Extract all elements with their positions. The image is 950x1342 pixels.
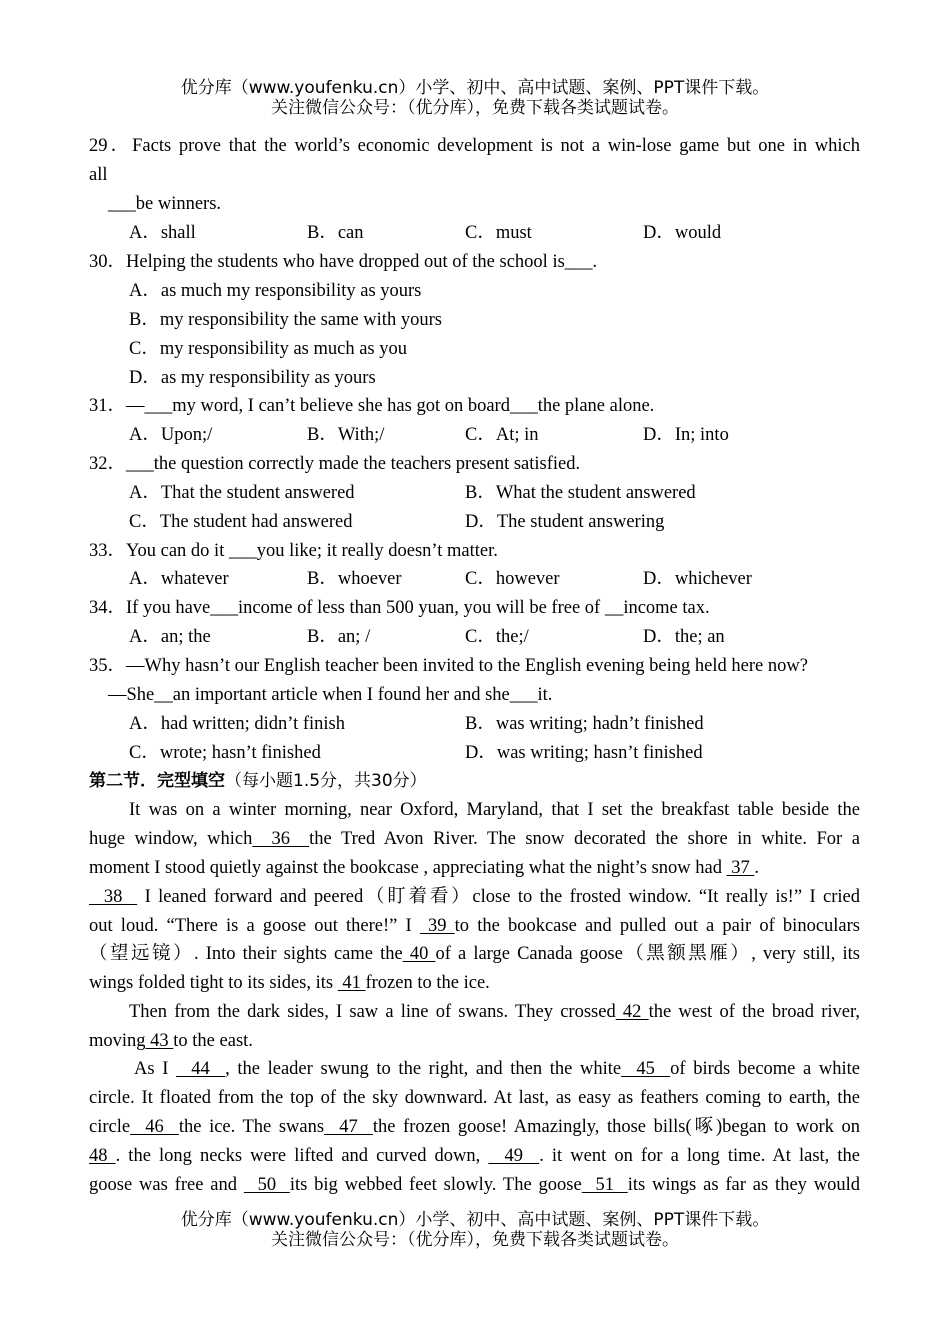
blank-48: 48 <box>89 1146 116 1166</box>
q29-option-a: A．shall <box>129 223 196 243</box>
blank-49: 49 <box>488 1146 540 1166</box>
blank-36: 36 <box>252 829 310 849</box>
page-footer <box>0 1210 950 1250</box>
q29-option-c: C．must <box>465 223 532 243</box>
q29-option-b: B．can <box>307 223 364 243</box>
q35-option-b: B．was writing; hadn’t finished <box>465 714 704 734</box>
passage-p1-line3 <box>89 856 759 880</box>
text-run: the west of the broad river, <box>648 1002 861 1022</box>
q34-option-d: D．the; an <box>643 627 725 647</box>
q31-option-b: B．With;/ <box>307 425 385 445</box>
text-run: As I <box>134 1059 177 1079</box>
q34-option-c: C．the;/ <box>465 627 529 647</box>
text-run: the ice. The swans <box>178 1117 325 1137</box>
q33-option-c: C．however <box>465 569 560 589</box>
blank-47: 47 <box>324 1117 373 1137</box>
text-run: the Tred Avon River. The snow decorated the shore in white. For a <box>309 829 860 849</box>
q30-option-d: D．as my responsibility as yours <box>129 368 376 388</box>
passage-p4-line4 <box>89 1144 860 1168</box>
text-run: circle <box>89 1117 131 1137</box>
q32-option-d: D．The student answering <box>465 512 665 532</box>
q34-option-b: B．an; / <box>307 627 371 647</box>
q34-option-a: A．an; the <box>129 627 211 647</box>
section2-heading <box>89 769 427 793</box>
q35-stem-line1: 35．—Why hasn’t our English teacher been invited to the English evening being held here now? <box>89 656 808 676</box>
text-run: to the bookcase and pulled out a pair of binoculars <box>454 916 860 936</box>
text-run: the frozen goose! Amazingly, those bills(啄)began to work on <box>372 1117 860 1137</box>
page-header <box>0 78 950 118</box>
passage-p1-line2 <box>89 827 860 851</box>
q33-stem: 33．You can do it ___you like; it really doesn’t matter. <box>89 541 498 561</box>
passage-p2-line2 <box>89 914 860 938</box>
q29-stem-line2: all <box>89 165 108 185</box>
text-run: , the leader swung to the right, and then the white <box>225 1059 622 1079</box>
passage-p2-line1 <box>89 885 860 909</box>
q31-option-c: C．At; in <box>465 425 539 445</box>
blank-37: 37 <box>726 858 755 878</box>
text-run: Then from the dark sides, I saw a line of swans. They crossed <box>129 1002 616 1022</box>
q29-option-d: D．would <box>643 223 722 243</box>
blank-41: 41 <box>337 973 366 993</box>
text-run: to the east. <box>173 1031 253 1051</box>
passage-p4-line3 <box>89 1115 860 1139</box>
passage-p4-line5 <box>89 1173 860 1197</box>
q30-option-c: C．my responsibility as much as you <box>129 339 407 359</box>
q32-option-b: B．What the student answered <box>465 483 696 503</box>
blank-42: 42 <box>615 1002 649 1022</box>
q33-option-a: A．whatever <box>129 569 229 589</box>
text-run: huge window, which <box>89 829 253 849</box>
footer-line-1: 优分库（www.youfenku.cn）小学、初中、高中试题、案例、PPT课件下载。 <box>180 1210 770 1230</box>
passage-p1-line1: It was on a winter morning, near Oxford, Maryland, that I set the breakfast table beside the <box>129 800 860 820</box>
footer-line-2: 关注微信公众号：（优分库），免费下载各类试题试卷。 <box>271 1230 679 1250</box>
passage-p3-line1 <box>129 1000 860 1024</box>
blank-46: 46 <box>130 1117 179 1137</box>
text-run: of a large Canada goose（黑额黑雁）, very still, its <box>435 944 860 964</box>
text-run: . it went on for a long time. At last, the <box>539 1146 860 1166</box>
q31-stem: 31．—___my word, I can’t believe she has got on board___the plane alone. <box>89 396 655 416</box>
passage-p4-line2: circle. It floated from the top of the sky downward. At last, as easy as feathers coming to earth, the <box>89 1088 860 1108</box>
text-run: moment I stood quietly against the bookcase , appreciating what the night’s snow had <box>89 858 727 878</box>
q33-option-d: D．whichever <box>643 569 752 589</box>
blank-45: 45 <box>621 1059 671 1079</box>
q35-option-a: A．had written; didn’t finish <box>129 714 345 734</box>
passage-p3-line2 <box>89 1029 253 1053</box>
blank-40: 40 <box>402 944 436 964</box>
q31-option-d: D．In; into <box>643 425 729 445</box>
q35-option-c: C．wrote; hasn’t finished <box>129 743 321 763</box>
text-run: out loud. “There is a goose out there!” I <box>89 916 420 936</box>
section2-note: （每小题1.5分，共30分） <box>225 771 427 791</box>
text-run: I leaned forward and peered（盯着看）close to the frosted window. “It really is!” I cried <box>137 887 861 907</box>
q35-stem-line2: —She__an important article when I found her and she___it. <box>108 685 553 705</box>
passage-p2-line3 <box>89 942 860 966</box>
q32-option-c: C．The student had answered <box>129 512 353 532</box>
text-run: . the long necks were lifted and curved down, <box>115 1146 489 1166</box>
q34-stem: 34．If you have___income of less than 500 yuan, you will be free of __income tax. <box>89 598 710 618</box>
passage-p2-line4 <box>89 971 490 995</box>
section2-title: 第二节．完型填空 <box>89 771 225 791</box>
q32-option-a: A．That the student answered <box>129 483 355 503</box>
blank-39: 39 <box>419 916 455 936</box>
q33-option-b: B．whoever <box>307 569 402 589</box>
q30-stem: 30．Helping the students who have dropped out of the school is___. <box>89 252 598 272</box>
q30-option-a: A．as much my responsibility as yours <box>129 281 422 301</box>
q32-stem: 32．___the question correctly made the teachers present satisfied. <box>89 454 581 474</box>
text-run: （望远镜）. Into their sights came the <box>89 944 403 964</box>
q29-stem-line1: 29．Facts prove that the world’s economic development is not a win-lose game but one in which <box>89 136 860 156</box>
text-run: its big webbed feet slowly. The goose <box>289 1175 582 1195</box>
blank-44: 44 <box>176 1059 226 1079</box>
text-run: . <box>754 858 759 878</box>
text-run: wings folded tight to its sides, its <box>89 973 338 993</box>
header-line-1: 优分库（www.youfenku.cn）小学、初中、高中试题、案例、PPT课件下载。 <box>180 78 770 98</box>
text-run: its wings as far as they would <box>627 1175 861 1195</box>
blank-43: 43 <box>145 1031 174 1051</box>
header-line-2: 关注微信公众号：（优分库），免费下载各类试题试卷。 <box>271 98 679 118</box>
q29-stem-line3: ___be winners. <box>108 194 222 214</box>
blank-50: 50 <box>243 1175 290 1195</box>
blank-38: 38 <box>89 887 138 907</box>
q30-option-b: B．my responsibility the same with yours <box>129 310 442 330</box>
blank-51: 51 <box>581 1175 628 1195</box>
text-run: frozen to the ice. <box>365 973 490 993</box>
q35-option-d: D．was writing; hasn’t finished <box>465 743 703 763</box>
text-run: of birds become a white <box>670 1059 860 1079</box>
passage-p4-line1 <box>134 1057 860 1081</box>
text-run: moving <box>89 1031 146 1051</box>
q31-option-a: A．Upon;/ <box>129 425 213 445</box>
text-run: goose was free and <box>89 1175 244 1195</box>
